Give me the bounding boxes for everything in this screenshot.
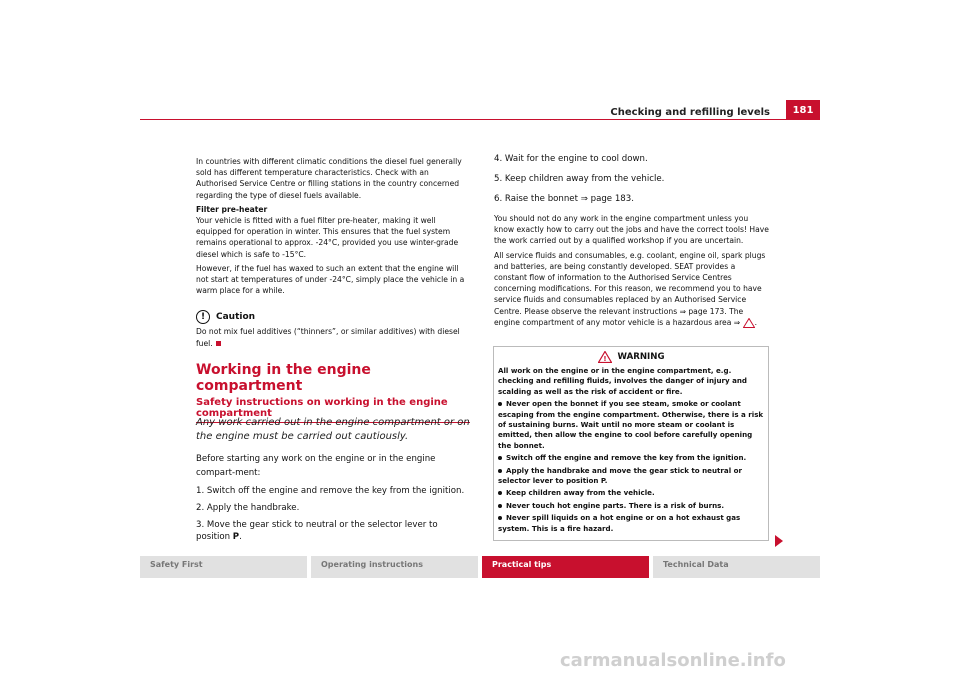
warning-item bbox=[498, 513, 764, 534]
filter-heading: Filter pre-heater bbox=[196, 204, 268, 214]
caution-text-body: Do not mix fuel additives (“thinners”, or similar additives) with diesel fuel. bbox=[196, 327, 460, 348]
warning-item bbox=[498, 466, 764, 487]
warning-item bbox=[498, 488, 764, 498]
page-header-title: Checking and refilling levels bbox=[610, 107, 770, 118]
service-fluids-text: All service fluids and consumables, e.g. coolant, engine oil, spark plugs and batteries, are being constantly developed. SEAT provides a constant flow of information to the Authorised Service Centres concerning modifications. For this reason, we recommend you to have service fluids and consumables replaced by an Authorised Service Centre. Please observe the relevant instructions ⇒ page 173. The engine compartment of any motor vehicle is a hazardous area ⇒ bbox=[494, 250, 766, 327]
warning-item-text: Switch off the engine and remove the key from the ignition. bbox=[506, 453, 747, 463]
left-column bbox=[196, 156, 472, 349]
caution-icon: ! bbox=[196, 310, 210, 324]
subsection-title: Safety instructions on working in the engine compartment bbox=[196, 397, 470, 423]
intro-text: Any work carried out in the engine compartment or on the engine must be carried out cautiously. bbox=[196, 417, 470, 442]
step-5: 5. Keep children away from the vehicle. bbox=[494, 174, 665, 184]
left-steps bbox=[196, 452, 474, 543]
header-divider bbox=[140, 119, 820, 120]
warning-box bbox=[493, 346, 769, 541]
caution-heading bbox=[196, 310, 472, 324]
tab-safety-first[interactable]: Safety First bbox=[140, 556, 307, 578]
tab-technical-data[interactable]: Technical Data bbox=[653, 556, 820, 578]
bullet-icon bbox=[498, 456, 502, 460]
warning-item bbox=[498, 501, 764, 511]
bullet-icon bbox=[498, 491, 502, 495]
step-3-end: . bbox=[239, 532, 242, 542]
waxed-paragraph: However, if the fuel has waxed to such an extent that the engine will not start at temperatures of under -24°C, simply place the vehicle in a warm place for a while. bbox=[196, 263, 465, 296]
next-page-arrow-icon[interactable] bbox=[775, 535, 783, 547]
step-3 bbox=[196, 519, 474, 543]
end-marker-icon bbox=[216, 341, 221, 346]
step-4: 4. Wait for the engine to cool down. bbox=[494, 154, 648, 164]
service-fluids-paragraph bbox=[494, 250, 770, 328]
warning-icon bbox=[598, 351, 612, 363]
right-column bbox=[494, 153, 770, 328]
warning-item bbox=[498, 399, 764, 451]
svg-text:!: ! bbox=[602, 355, 607, 363]
bullet-icon bbox=[498, 402, 502, 406]
warning-item-text: Keep children away from the vehicle. bbox=[506, 488, 655, 498]
caution-text bbox=[196, 326, 472, 348]
warning-intro: All work on the engine or in the engine compartment, e.g. checking and refilling fluids, involves the danger of injury and scalding as well as the risk of accident or fire. bbox=[498, 366, 747, 396]
tab-operating-instructions[interactable]: Operating instructions bbox=[311, 556, 478, 578]
bullet-icon bbox=[498, 504, 502, 508]
step-3-position: P bbox=[232, 532, 240, 542]
watermark: carmanualsonline.info bbox=[560, 650, 786, 671]
warning-triangle-icon bbox=[743, 318, 755, 328]
warning-item-text: Never touch hot engine parts. There is a risk of burns. bbox=[506, 500, 725, 510]
warning-item-text: Never spill liquids on a hot engine or on a hot exhaust gas system. This is a fire hazard. bbox=[498, 513, 741, 533]
step-1: 1. Switch off the engine and remove the key from the ignition. bbox=[196, 486, 465, 496]
workshop-paragraph: You should not do any work in the engine compartment unless you know exactly how to carry out the jobs and have the correct tools! Have the work carried out by a qualified workshop if you are uncertain. bbox=[494, 214, 769, 246]
step-6: 6. Raise the bonnet ⇒ page 183. bbox=[494, 194, 634, 204]
warning-heading bbox=[498, 351, 764, 363]
diesel-climate-paragraph: In countries with different climatic conditions the diesel fuel generally sold has different temperature characteristics. Check with an Authorised Service Centre or filling stations in the country concerned regarding the type of diesel fuels available. bbox=[196, 157, 462, 200]
warning-label: WARNING bbox=[617, 352, 665, 362]
page-number: 181 bbox=[786, 100, 820, 120]
service-fluids-end: . bbox=[754, 317, 757, 327]
bullet-icon bbox=[498, 516, 502, 520]
step-3-text: 3. Move the gear stick to neutral or the selector lever to position bbox=[196, 520, 438, 542]
step-2: 2. Apply the handbrake. bbox=[196, 503, 300, 513]
warning-item-text: Apply the handbrake and move the gear stick to neutral or selector lever to position P. bbox=[498, 465, 742, 486]
footer-tabs bbox=[140, 556, 820, 578]
filter-paragraph: Your vehicle is fitted with a fuel filter pre-heater, making it well equipped for operation in winter. This ensures that the fuel system remains operational to approx. -24°C, provided you use winter-grade diesel which is safe to -15°C. bbox=[196, 216, 459, 259]
caution-label: Caution bbox=[216, 312, 256, 323]
section-title: Working in the engine compartment bbox=[196, 362, 371, 394]
tab-practical-tips[interactable]: Practical tips bbox=[482, 556, 649, 578]
warning-item-text: Never open the bonnet if you see steam, smoke or coolant escaping from the engine compartment. Otherwise, there is a risk of sustaining burns. Wait until no more steam or coolant is emitted, then allow the engine to cool before carefully opening the bonnet. bbox=[498, 399, 764, 450]
steps-lead: Before starting any work on the engine or in the engine compart-ment: bbox=[196, 454, 436, 478]
bullet-icon bbox=[498, 469, 502, 473]
warning-item bbox=[498, 453, 764, 463]
